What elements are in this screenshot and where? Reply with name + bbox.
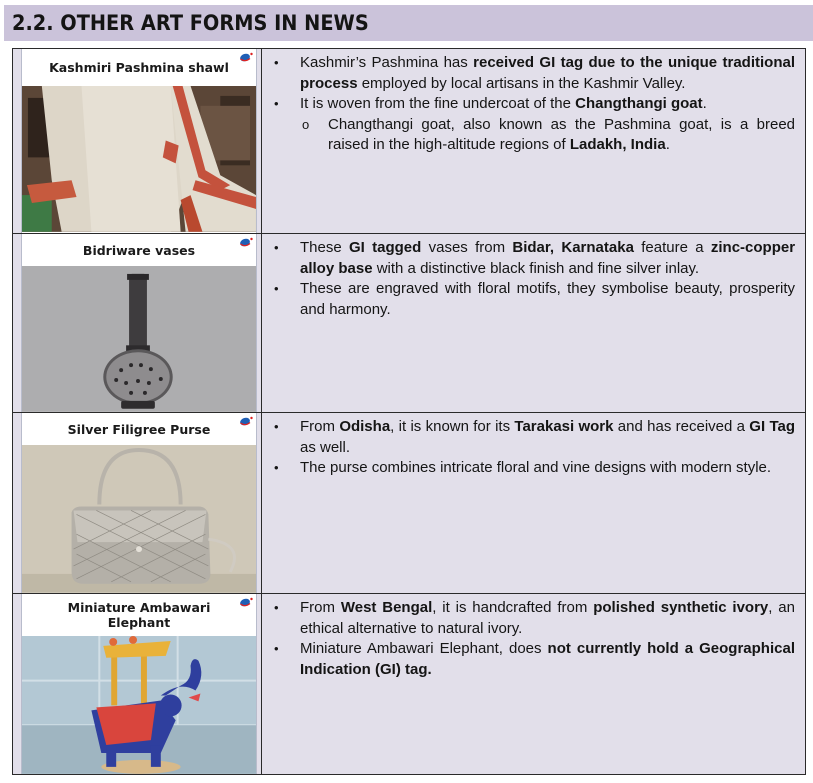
description-cell	[262, 234, 805, 412]
image-cell	[13, 49, 262, 233]
pashmina-shawl-photo	[22, 86, 256, 232]
sub-bullet-icon: o	[302, 116, 310, 132]
bidriware-vase-photo	[22, 266, 256, 412]
image-cell	[13, 234, 262, 412]
bullet-icon: •	[274, 55, 279, 70]
bullet-item: • Miniature Ambawari Elephant, does not currently hold a Geographical Indication (GI) tag.	[272, 639, 795, 680]
bullet-item: • Kashmir’s Pashmina has received GI tag due to the unique traditional process employed by local artisans in the Kashmir Valley.	[272, 53, 795, 94]
bullet-item: • From West Bengal, it is handcrafted from polished synthetic ivory, an ethical alternative to natural ivory.	[272, 598, 795, 639]
image-card	[21, 49, 257, 233]
table-row	[13, 233, 805, 412]
table-row	[13, 412, 805, 593]
bullet-item: • These GI tagged vases from Bidar, Karnataka feature a zinc-copper alloy base with a distinctive black finish and fine silver inlay.	[272, 238, 795, 279]
bullet-icon: •	[274, 600, 279, 615]
bullet-icon: •	[274, 641, 279, 656]
bullet-item: • It is woven from the fine undercoat of the Changthangi goat.	[272, 94, 795, 115]
card-title: Kashmiri Pashmina shawl	[49, 60, 229, 75]
section-header	[4, 5, 813, 41]
bullet-icon: •	[274, 419, 279, 434]
bullet-icon: •	[274, 281, 279, 296]
sub-bullet-item: o Changthangi goat, also known as the Pashmina goat, is a breed raised in the high-altitude regions of Ladakh, India.	[272, 115, 795, 156]
description-cell	[262, 594, 805, 774]
silver-filigree-purse-photo	[22, 445, 256, 593]
card-title: Miniature Ambawari Elephant	[67, 600, 211, 630]
brand-logo-icon	[239, 52, 253, 62]
image-card	[21, 594, 257, 774]
brand-logo-icon	[239, 237, 253, 247]
bullet-item: • The purse combines intricate floral and vine designs with modern style.	[272, 458, 795, 479]
art-forms-table	[12, 48, 806, 775]
card-title: Silver Filigree Purse	[67, 421, 211, 437]
image-cell	[13, 594, 262, 774]
table-row	[13, 593, 805, 774]
bullet-icon: •	[274, 460, 279, 475]
table-row	[13, 49, 805, 233]
brand-logo-icon	[239, 597, 253, 607]
section-title: 2.2. OTHER ART FORMS IN NEWS	[12, 11, 369, 35]
bullet-icon: •	[274, 240, 279, 255]
ambawari-elephant-photo	[22, 636, 256, 774]
brand-logo-icon	[239, 416, 253, 426]
bullet-icon: •	[274, 96, 279, 111]
bullet-item: • These are engraved with floral motifs, they symbolise beauty, prosperity and harmony.	[272, 279, 795, 320]
image-cell	[13, 413, 262, 593]
bullet-item: • From Odisha, it is known for its Tarakasi work and has received a GI Tag as well.	[272, 417, 795, 458]
description-cell	[262, 413, 805, 593]
image-card	[21, 413, 257, 593]
card-title: Bidriware vases	[82, 242, 196, 258]
description-cell	[262, 49, 805, 233]
image-card	[21, 234, 257, 412]
